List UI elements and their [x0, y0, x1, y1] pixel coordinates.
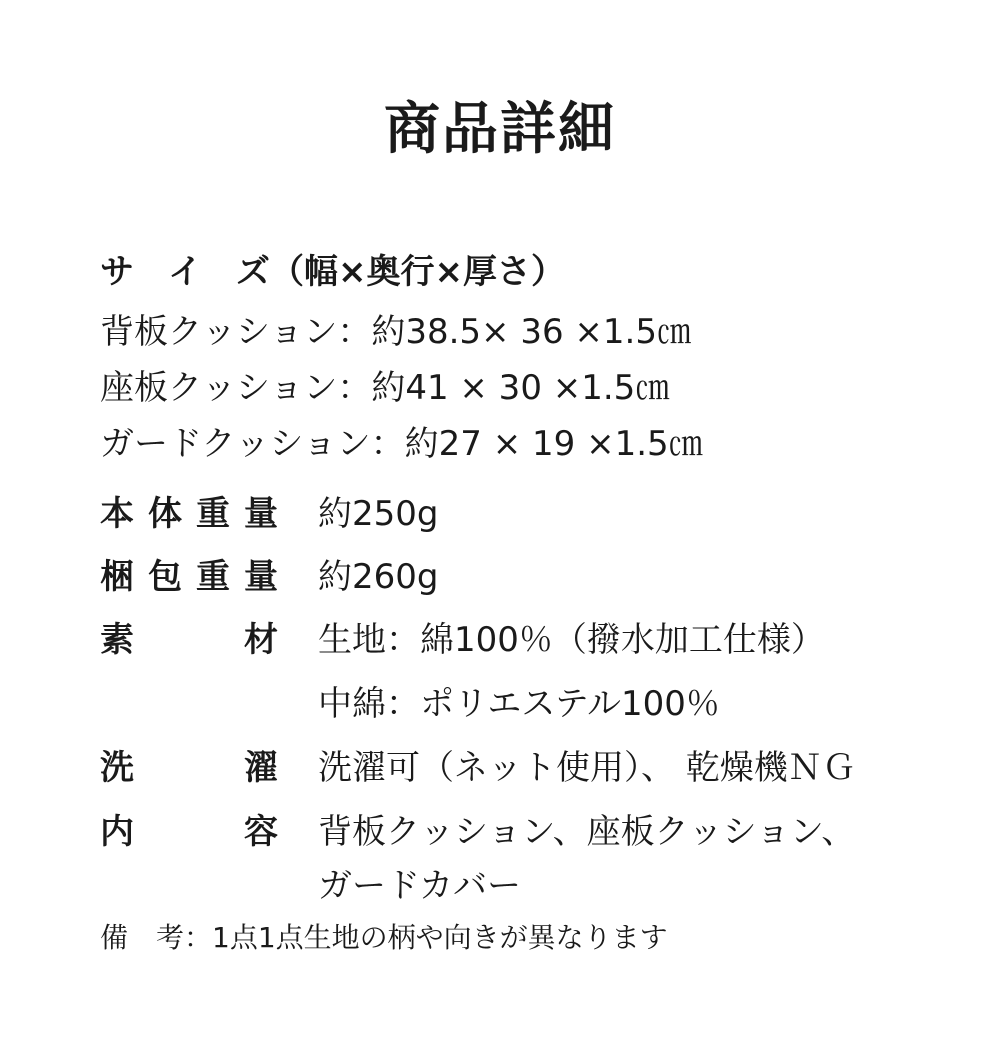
washing-value: 洗濯可（ネット使用）、 乾燥機ＮＧ — [318, 748, 856, 788]
label-char: 本 — [100, 494, 134, 534]
contents-label — [100, 810, 278, 854]
washing-label — [100, 746, 278, 790]
package-weight-label — [100, 555, 278, 599]
label-char: 包 — [148, 557, 182, 597]
label-char: 梱 — [100, 557, 134, 597]
label-char: 容 — [244, 812, 278, 852]
label-char: 濯 — [244, 748, 278, 788]
material-filling-value: 中綿：ポリエステル100％ — [318, 684, 720, 724]
size-back-cushion: 背板クッション：約38.5× 36 ×1.5㎝ — [100, 312, 691, 352]
label-char: 体 — [148, 494, 182, 534]
package-weight-value: 約260g — [318, 557, 439, 597]
body-weight-value: 約250g — [318, 494, 439, 534]
page-title: 商品詳細 — [384, 97, 616, 162]
material-label — [100, 618, 278, 662]
label-char: 重 — [196, 557, 230, 597]
label-char: 重 — [196, 494, 230, 534]
contents-value-line-2: ガードカバー — [318, 866, 521, 906]
label-char: 内 — [100, 812, 134, 852]
remarks-note: 備 考：1点1点生地の柄や向きが異なります — [100, 921, 668, 954]
material-fabric-value: 生地：綿100％（撥水加工仕様） — [318, 620, 825, 660]
size-heading: サ イ ズ（幅×奥行×厚さ） — [100, 252, 565, 292]
label-char: 素 — [100, 620, 134, 660]
body-weight-label — [100, 492, 278, 536]
label-char: 洗 — [100, 748, 134, 788]
size-seat-cushion: 座板クッション：約41 × 30 ×1.5㎝ — [100, 368, 670, 408]
label-char: 材 — [244, 620, 278, 660]
size-guard-cushion: ガードクッション：約27 × 19 ×1.5㎝ — [100, 424, 703, 464]
label-char: 量 — [244, 557, 278, 597]
label-char: 量 — [244, 494, 278, 534]
contents-value-line-1: 背板クッション、座板クッション、 — [318, 812, 856, 852]
